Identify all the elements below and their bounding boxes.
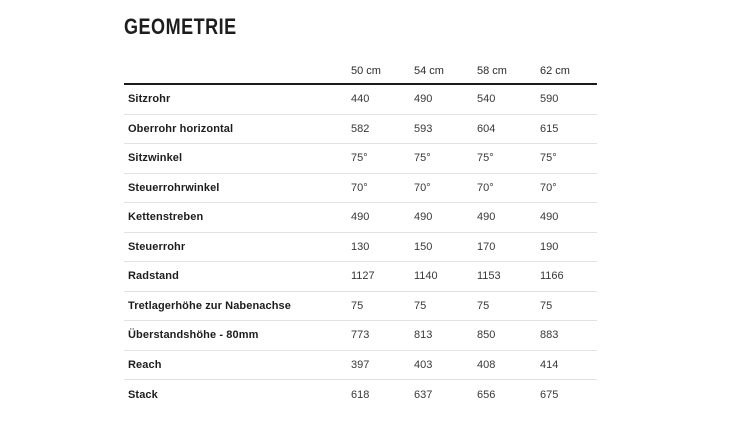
cell-value: 883 [540, 329, 559, 342]
page-title: GEOMETRIE [124, 14, 237, 39]
cell-value: 593 [414, 122, 433, 135]
cell-value: 490 [540, 211, 559, 224]
cell-value: 813 [414, 329, 433, 342]
cell-value: 75° [540, 152, 557, 165]
cell-value: 75° [477, 152, 494, 165]
table-row-sitzrohr [124, 85, 597, 115]
cell-value: 1166 [540, 270, 564, 283]
table-row-reach [124, 351, 597, 381]
cell-value: 408 [477, 358, 496, 371]
cell-value: 75 [414, 299, 427, 312]
row-label: Oberrohr horizontal [128, 122, 234, 135]
cell-value: 604 [477, 122, 496, 135]
cell-value: 490 [414, 211, 433, 224]
column-header-58cm: 58 cm [477, 64, 507, 77]
cell-value: 540 [477, 93, 496, 106]
geometry-table [124, 58, 597, 410]
cell-value: 582 [351, 122, 370, 135]
table-header-row [124, 58, 597, 85]
cell-value: 773 [351, 329, 370, 342]
cell-value: 414 [540, 358, 559, 371]
cell-value: 490 [477, 211, 496, 224]
cell-value: 75° [351, 152, 368, 165]
row-label: Stack [128, 388, 158, 401]
cell-value: 397 [351, 358, 370, 371]
column-header-62cm: 62 cm [540, 64, 570, 77]
column-header-54cm: 54 cm [414, 64, 444, 77]
row-label: Tretlagerhöhe zur Nabenachse [128, 299, 291, 312]
cell-value: 70° [540, 181, 557, 194]
cell-value: 170 [477, 240, 496, 253]
table-row-steuerrohrwinkel [124, 174, 597, 204]
table-row-oberrohr-horizontal [124, 115, 597, 145]
table-row-steuerrohr [124, 233, 597, 263]
cell-value: 656 [477, 388, 496, 401]
row-label: Steuerrohrwinkel [128, 181, 220, 194]
row-label: Überstandshöhe - 80mm [128, 329, 259, 342]
row-label: Sitzrohr [128, 93, 171, 106]
cell-value: 190 [540, 240, 559, 253]
cell-value: 618 [351, 388, 370, 401]
cell-value: 850 [477, 329, 496, 342]
cell-value: 130 [351, 240, 370, 253]
cell-value: 70° [351, 181, 368, 194]
cell-value: 403 [414, 358, 433, 371]
cell-value: 75 [351, 299, 364, 312]
cell-value: 1153 [477, 270, 501, 283]
table-row-stack [124, 380, 597, 410]
cell-value: 70° [477, 181, 494, 194]
cell-value: 1127 [351, 270, 375, 283]
column-header-50cm: 50 cm [351, 64, 381, 77]
cell-value: 675 [540, 388, 559, 401]
table-row-kettenstreben [124, 203, 597, 233]
geometry-section [124, 0, 597, 410]
cell-value: 637 [414, 388, 433, 401]
table-row-sitzwinkel [124, 144, 597, 174]
cell-value: 1140 [414, 270, 438, 283]
cell-value: 490 [351, 211, 370, 224]
cell-value: 75° [414, 152, 431, 165]
row-label: Radstand [128, 270, 179, 283]
cell-value: 615 [540, 122, 559, 135]
cell-value: 150 [414, 240, 433, 253]
table-row-tretlagerhoehe [124, 292, 597, 322]
row-label: Reach [128, 358, 162, 371]
cell-value: 440 [351, 93, 370, 106]
cell-value: 75 [540, 299, 553, 312]
cell-value: 75 [477, 299, 490, 312]
cell-value: 590 [540, 93, 559, 106]
table-row-radstand [124, 262, 597, 292]
row-label: Sitzwinkel [128, 152, 183, 165]
cell-value: 70° [414, 181, 431, 194]
table-row-ueberstandshoehe [124, 321, 597, 351]
row-label: Kettenstreben [128, 211, 204, 224]
cell-value: 490 [414, 93, 433, 106]
row-label: Steuerrohr [128, 240, 186, 253]
